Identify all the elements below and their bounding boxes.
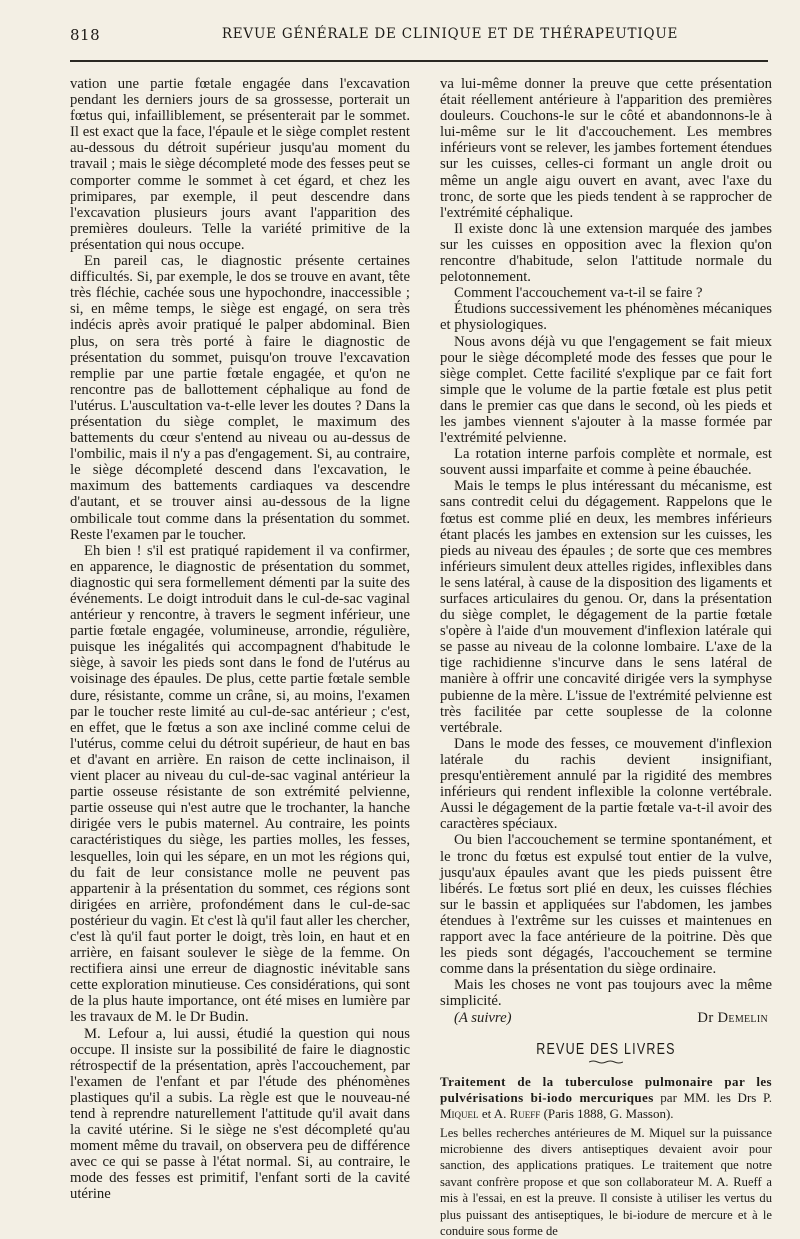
heading-ornament (589, 1060, 623, 1064)
signature-line (440, 1010, 772, 1026)
review-book-title: Traitement de la tuberculose pulmonaire par les pulvérisations bi-iodo mercuriques (440, 1073, 772, 1105)
to-be-continued: (A suivre) (454, 1010, 512, 1027)
article-author (697, 1010, 768, 1026)
paragraph: Il existe donc là une extension marquée des jambes sur les cuisses en opposition avec la flexion qu'on rencontre d'habitude, selon l'attitude normale du pelotonnement. (440, 220, 772, 286)
citation-text: par MM. les Drs (660, 1089, 757, 1105)
author-prefix: Dr (697, 1010, 714, 1027)
citation-text: et A. (481, 1105, 507, 1121)
paragraph: En pareil cas, le diagnostic présente certaines difficultés. Si, par exemple, le dos se trouve en avant, tête très fléchie, cachée sous une hypochondre, inaccessible ; si, en même temps, le siège est engagé, on sera très indécis après avoir pratiqué le palper abdominal. Bien plus, on sera très porté à faire le diagnostic de présentation du sommet, puisqu'on trouve l'excavation remplie par une partie fœtale engagée, et qu'on ne rencontre pas de ballottement céphalique au fond de l'utérus. L'auscultation va-t-elle lever les doutes ? Dans la présentation du siège complet, le maximum des battements du cœur s'entend au niveau ou au-dessus de l'ombilic, mais il n'y a pas d'engagement. Si, au contraire, le siège décompleté descend dans l'excavation, le maximum des battements cardiaques va descendre d'autant, et se trouver ainsi au-dessous de la ligne ombilicale tout comme dans la présentation du sommet. Reste l'examen par le toucher. (70, 253, 410, 543)
citation-text: (Paris 1888, G. Masson). (543, 1105, 674, 1121)
review-author-1: P. Miquel (440, 1089, 773, 1121)
paragraph: Étudions successivement les phénomènes mécaniques et physiologiques. (440, 301, 772, 334)
paragraph: Mais le temps le plus intéressant du mécanisme, est sans contredit celui du dégagement. Rappelons que le fœtus est comme plié en deux, les membres inférieurs étant placés les jambes en extension sur les cuisses, les pieds au niveau des épaules ; de sorte que ces membres inférieurs simulent deux attelles rigides, inflexibles dans le sens latéral, à cause de la disposition des ligaments et surfaces articulaires du genou. Or, dans la présentation du siège complet, le dégagement de la partie fœtale s'opère à l'aide d'un mouvement d'inflexion latérale qui se passe au niveau de la colonne lombaire. L'axe de la tige rachidienne s'incurve dans le sens latéral de manière à offrir une concavité dirigée vers la symphyse pubienne de la mère. L'issue de l'extrémité pelvienne est très facilitée par cette souplesse de la colonne vertébrale. (440, 478, 772, 736)
right-column (440, 76, 772, 1239)
header-rule (70, 60, 768, 62)
page-number: 818 (70, 26, 101, 44)
running-title: REVUE GÉNÉRALE DE CLINIQUE ET DE THÉRAPEUTIQUE (221, 26, 679, 42)
paragraph: Nous avons déjà vu que l'engagement se fait mieux pour le siège décompleté mode des fesses que pour le siège complet. Cette facilité s'explique par ce fait fort simple que le volume de la partie fœtale est plus petit dans le premier cas que dans le second, où les pieds et les jambes viennent s'ajouter à la masse formée par l'extrémité pelvienne. (440, 333, 772, 447)
paragraph: vation une partie fœtale engagée dans l'excavation pendant les derniers jours de sa grossesse, porterait un fœtus qui, infailliblement, se présenterait par le sommet. Il est exact que la face, l'épaule et le siège complet restent au-dessous du détroit supérieur jusqu'au moment du travail ; mais le siège décompleté mode des fesses peut se comporter comme le sommet à cet égard, et chez les primipares, par exemple, il peut descendre dans l'excavation plusieurs jours avant l'apparition des premières douleurs. Telle la variété primitive de la présentation qui nous occupe. (70, 76, 410, 253)
section-heading: REVUE DES LIVRES (536, 1039, 676, 1058)
review-title (440, 1074, 772, 1122)
author-name: Demelin (717, 1010, 768, 1027)
review-body: Les belles recherches antérieures de M. Miquel sur la puissance microbienne des divers antiseptiques devaient avoir pour sanction, des applications pratiques. Le traitement que notre savant confrère propose et que son collaborateur M. A. Rueff a mis à l'essai, en est la preuve. Il consiste à utiliser les vertus du plus puissant des antiseptiques, le bi-iodure de mercure et à le conduire sous forme de (440, 1125, 772, 1239)
left-column (70, 76, 410, 1203)
paragraph: va lui-même donner la preuve que cette présentation était réellement antérieure à l'apparition des premières douleurs. Couchons-le sur le côté et abandonnons-le à lui-même sur le lit d'accouchement. Les membres inférieurs vont se relever, les jambes fortement étendues sur les cuisses, celles-ci formant un angle droit ou même un angle aigu ouvert en avant, avec l'axe du tronc, de sorte que les pieds tendent à se rapprocher de l'extrémité céphalique. (440, 76, 772, 221)
paragraph: Dans le mode des fesses, ce mouvement d'inflexion latérale du rachis devient insignifiant, presqu'entièrement annulé par la rigidité des membres inférieurs qui rendent inflexible la colonne vertébrale. Aussi le dégagement de la partie fœtale va-t-il avoir des caractères spéciaux. (440, 735, 772, 833)
review-author-2: Rueff (509, 1105, 541, 1121)
paragraph: Ou bien l'accouchement se termine spontanément, et le tronc du fœtus est expulsé tout entier de la vulve, jusqu'aux épaules avant que les pieds puissent être libérés. Le fœtus sort plié en deux, les cuisses fléchies sur le bassin et appliquées sur l'abdomen, les jambes étendues à l'extrême sur les cuisses et maintenues en rapport avec la face antérieure de la poitrine. Dès que les pieds sont dégagés, l'accouchement se termine comme dans la présentation du siège ordinaire. (440, 832, 772, 978)
running-header (70, 26, 768, 50)
paragraph: Eh bien ! s'il est pratiqué rapidement il va confirmer, en apparence, le diagnostic de présentation du sommet, diagnostic qui sera formellement démenti par la suite des événements. Le doigt introduit dans le cul-de-sac vaginal antérieur y rencontre, à travers le segment inférieur, une partie fœtale engagée, volumineuse, arrondie, régulière, puisque les inégalités qui accompagnent d'habitude le siège, à savoir les pieds sont dans le fond de l'utérus au voisinage des épaules. De plus, cette partie fœtale semble dure, résistante, comme un crâne, si, au moins, l'examen par le toucher reste limité au cul-de-sac antérieur ; c'est, en effet, que le fœtus a son axe incliné comme celui de l'utérus, comme celui du détroit supérieur, de haut en bas et d'avant en arrière. En raison de cette inclinaison, il vient placer au niveau du cul-de-sac vaginal antérieur la partie osseuse résistante de son extrémité pelvienne, partie osseuse qui n'est autre que le trochanter, la hanche dirigée vers le pubis maternel. Au contraire, les points caractéristiques du siège, les parties molles, les fesses, lesquelles, loin qui les sépare, en un mot les régions qui, du fait de leur consistance molle ne peuvent pas appartenir à la présentation du sommet, ces régions sont dirigées en arrière, profondément dans le cul-de-sac postérieur du vagin. Et c'est là qu'il faut aller les chercher, c'est là qu'il faut porter le doigt, très loin, en haut et en arrière, en faisant soulever le siège de la femme. On rectifiera ainsi une erreur de diagnostic inévitable sans cette exploration minutieuse. Ces considérations, qui sont de la plus haute importance, ont été mises en lumière par les travaux de M. le Dr Budin. (70, 542, 410, 1026)
paragraph: Mais les choses ne vont pas toujours avec la même simplicité. (440, 977, 772, 1010)
paragraph: M. Lefour a, lui aussi, étudié la question qui nous occupe. Il insiste sur la possibilité de faire le diagnostic rétrospectif de la présentation, après l'accouchement, par l'examen de l'enfant et par l'étude des phénomènes plastiques qu'il a subis. La règle est que le nouveau-né tend à reprendre naturellement l'attitude qu'il avait dans la cavité utérine. Si le siège ne s'est décompleté qu'au moment même du travail, on observera peu de différence avec ce qui se passe à l'état normal. Si, au contraire, le mode des fesses est primitif, l'enfant sorti de la cavité utérine (70, 1025, 410, 1203)
paragraph: Comment l'accouchement va-t-il se faire ? (454, 285, 703, 302)
paragraph: La rotation interne parfois complète et normale, est souvent aussi imparfaite et comme à peine ébauchée. (440, 446, 772, 479)
